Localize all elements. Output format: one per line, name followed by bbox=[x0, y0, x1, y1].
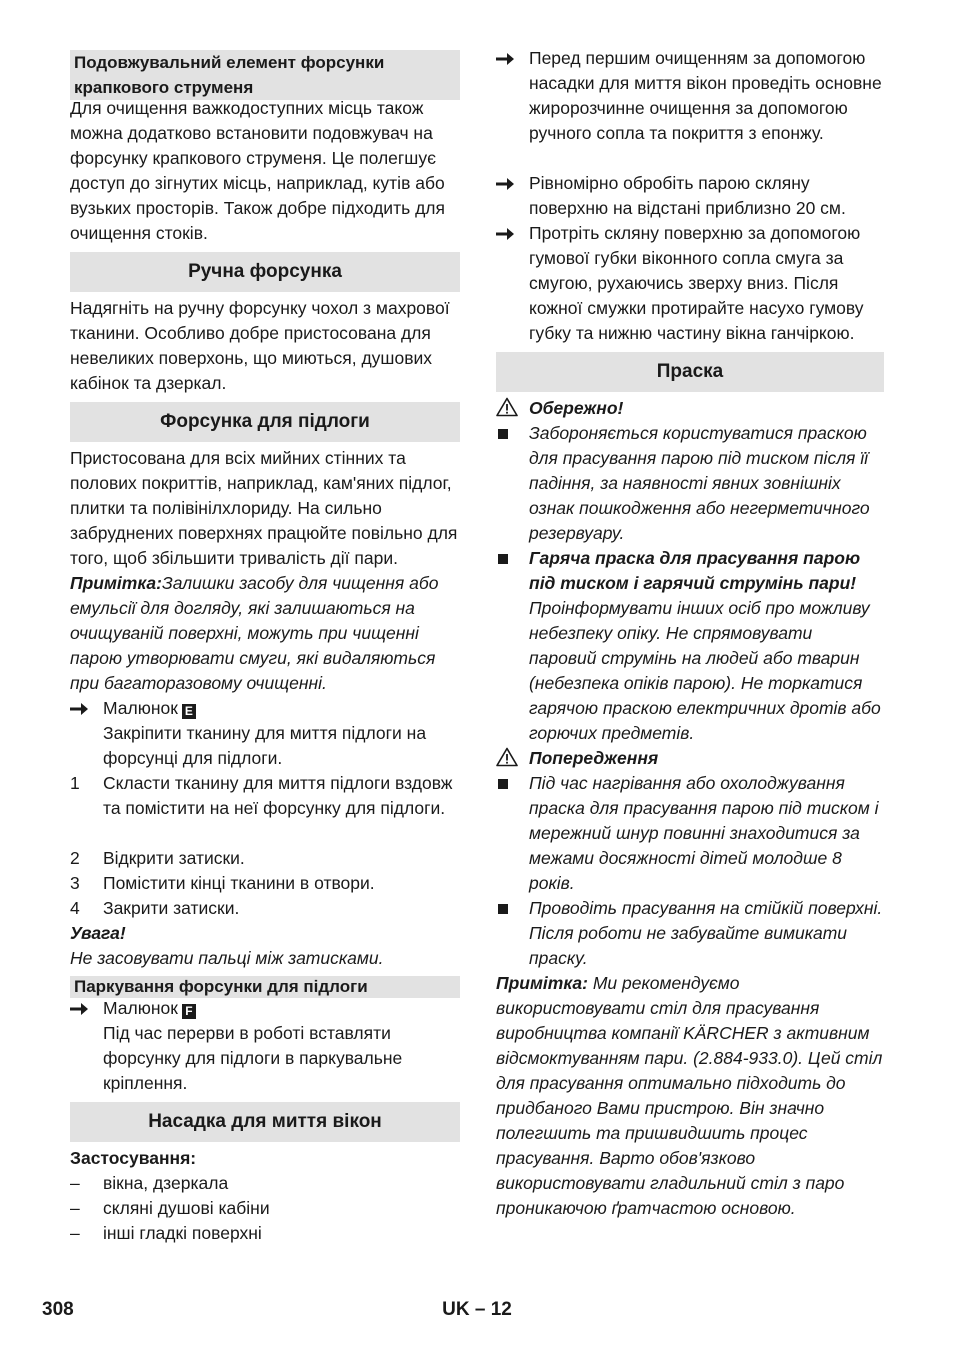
section-body-floor-nozzle: Пристосована для всіх мийних стінних та полових покриттів, наприклад, кам'яних підлог, плитки та полівінілхлориду. На сильно забруднених поверхнях працюйте повільно для того, щоб збільшити тривалість дії пари. bbox=[70, 448, 458, 568]
warning-triangle-icon bbox=[496, 746, 526, 771]
warning-item-text: Проводіть прасування на стійкій поверхні. Після роботи не забувайте вимикати праску. bbox=[529, 898, 883, 968]
warning-item-text: Забороняється користуватися праскою для прасування парою під тиском після її падіння, за наявності явних зовнішніх ознак пошкодження або негерметичного резервуару. bbox=[529, 423, 870, 543]
step-text: Скласти тканину для миття підлоги вздовж та помістити на неї форсунку для підлоги. bbox=[103, 773, 453, 818]
warning-label: Обережно! bbox=[529, 398, 624, 418]
section-page-label: UK – 12 bbox=[442, 1299, 512, 1320]
dash-bullet: – bbox=[70, 1173, 80, 1193]
arrow-item bbox=[496, 221, 884, 346]
use-label: Застосування: bbox=[70, 1148, 197, 1168]
figure-e-step bbox=[70, 696, 460, 771]
list-item-text: скляні душові кабіни bbox=[103, 1198, 270, 1218]
arrow-item-text: Протріть скляну поверхню за допомогою гумової губки віконного сопла смуга за смугою, рухаючись зверху вниз. Після кожної смужки протирайте насухо гумову губку та нижню частину вікна ганчіркою. bbox=[529, 223, 864, 343]
warning-item bbox=[496, 896, 884, 971]
list-item bbox=[70, 1171, 460, 1196]
note-label: Примітка: bbox=[496, 973, 588, 993]
caution-label: Увага! bbox=[70, 923, 126, 943]
section-title-iron: Праска bbox=[496, 352, 884, 392]
section-body-hand-nozzle: Надягніть на ручну форсунку чохол з махрової тканини. Особливо добре пристосована для невеликих поверхонь, що миються, душових кабінок та дзеркал. bbox=[70, 298, 450, 393]
square-bullet-icon bbox=[496, 421, 526, 446]
figure-f-text: Під час перерви в роботі вставляти форсунку для підлоги в паркувальне кріплення. bbox=[103, 1023, 403, 1093]
step-item bbox=[70, 871, 460, 896]
arrow-item-text: Перед першим очищенням за допомогою насадки для миття вікон проведіть основне жиророзчинне очищення за допомогою ручного сопла та покриття з епонжу. bbox=[529, 48, 882, 143]
section-title-hand-nozzle: Ручна форсунка bbox=[70, 252, 460, 292]
note-label: Примітка: bbox=[70, 573, 162, 593]
list-item-text: вікна, дзеркала bbox=[103, 1173, 229, 1193]
figure-f-step bbox=[70, 996, 460, 1096]
section-title-window-nozzle: Насадка для миття вікон bbox=[70, 1102, 460, 1142]
figure-label: Малюнок bbox=[103, 698, 178, 718]
step-text: Закрити затиски. bbox=[103, 898, 240, 918]
dash-bullet: – bbox=[70, 1223, 80, 1243]
step-text: Помістити кінці тканини в отвори. bbox=[103, 873, 375, 893]
arrow-item bbox=[496, 46, 884, 146]
note-text: Залишки засобу для чищення або емульсії для догляду, які залишаються на очищуваній поверхні, можуть при чищенні парою утворювати смуги, які видаляються при багаторазовому очищенні. bbox=[70, 573, 439, 693]
list-item-text: інші гладкі поверхні bbox=[103, 1223, 262, 1243]
step-text: Відкрити затиски. bbox=[103, 848, 245, 868]
step-number: 3 bbox=[70, 873, 80, 893]
ironing-note bbox=[496, 971, 884, 1221]
step-number: 1 bbox=[70, 773, 80, 793]
warning-heading bbox=[496, 746, 884, 771]
section-title-nozzle-extension: Подовжувальний елемент форсунки крапкового струменя bbox=[70, 50, 460, 100]
step-item bbox=[70, 771, 460, 821]
list-item bbox=[70, 1196, 460, 1221]
warning-item bbox=[496, 421, 884, 546]
section-title-floor-nozzle-parking: Паркування форсунки для підлоги bbox=[70, 976, 460, 998]
warning-item bbox=[496, 546, 884, 746]
warning-triangle-icon bbox=[496, 396, 526, 421]
arrow-right-icon bbox=[70, 696, 100, 723]
warning-item-text: Проінформувати інших осіб про можливу небезпеку опіку. Не спрямовувати паровий струмінь на людей або тварин (небезпека опіків парою). Не торкатися гарячою праскою електричних дротів або горючих предметів. bbox=[529, 598, 881, 743]
arrow-right-icon bbox=[70, 996, 100, 1023]
page-number: 308 bbox=[42, 1299, 74, 1320]
dash-bullet: – bbox=[70, 1198, 80, 1218]
arrow-item-text: Рівномірно обробіть парою скляну поверхню на відстані приблизно 20 см. bbox=[529, 173, 846, 218]
square-bullet-icon bbox=[496, 546, 526, 571]
warning-label: Попередження bbox=[529, 748, 659, 768]
step-number: 2 bbox=[70, 848, 80, 868]
square-bullet-icon bbox=[496, 896, 526, 921]
arrow-right-icon bbox=[496, 171, 526, 198]
section-body-nozzle-extension: Для очищення важкодоступних місць також можна додатково встановити подовжувач на форсунку крапкового струменя. Це полегшує доступ до зігнутих місць, наприклад, кутів або вузьких просторів. Також добре підходить для очищення стоків. bbox=[70, 98, 445, 243]
arrow-right-icon bbox=[496, 221, 526, 248]
list-item bbox=[70, 1221, 460, 1246]
step-number: 4 bbox=[70, 898, 80, 918]
caution-text: Не засовувати пальці між затисками. bbox=[70, 948, 384, 968]
note-text: Ми рекомендуємо використовувати стіл для прасування виробництва компанії KÄRCHER з активним відсмоктуванням пари. (2.884-933.0). Цей стіл для прасування оптимально підходить до придбаного Вами пристрою. Він значно полегшить та пришвидшить процес прасування. Варто обов'язково використовувати гладильний стіл з паро проникаючою ґратчастою основою. bbox=[496, 973, 883, 1218]
arrow-right-icon bbox=[496, 46, 526, 73]
floor-nozzle-note bbox=[70, 571, 460, 696]
warning-item bbox=[496, 771, 884, 896]
figure-e-text: Закріпити тканину для миття підлоги на форсунці для підлоги. bbox=[103, 723, 427, 768]
step-item bbox=[70, 896, 460, 921]
arrow-item bbox=[496, 171, 884, 221]
figure-letter-badge: F bbox=[182, 1004, 196, 1019]
step-item bbox=[70, 846, 460, 871]
section-title-floor-nozzle: Форсунка для підлоги bbox=[70, 402, 460, 442]
figure-letter-badge: E bbox=[182, 704, 196, 719]
figure-label: Малюнок bbox=[103, 998, 178, 1018]
warning-item-bold: Гаряча праска для прасування парою під тиском і гарячий струмінь пари! bbox=[529, 548, 861, 593]
square-bullet-icon bbox=[496, 771, 526, 796]
warning-heading bbox=[496, 396, 884, 421]
warning-item-text: Під час нагрівання або охолоджування праска для прасування парою під тиском і мережний шнур повинні знаходитися за межами досяжності дітей молодше 8 років. bbox=[529, 773, 879, 893]
